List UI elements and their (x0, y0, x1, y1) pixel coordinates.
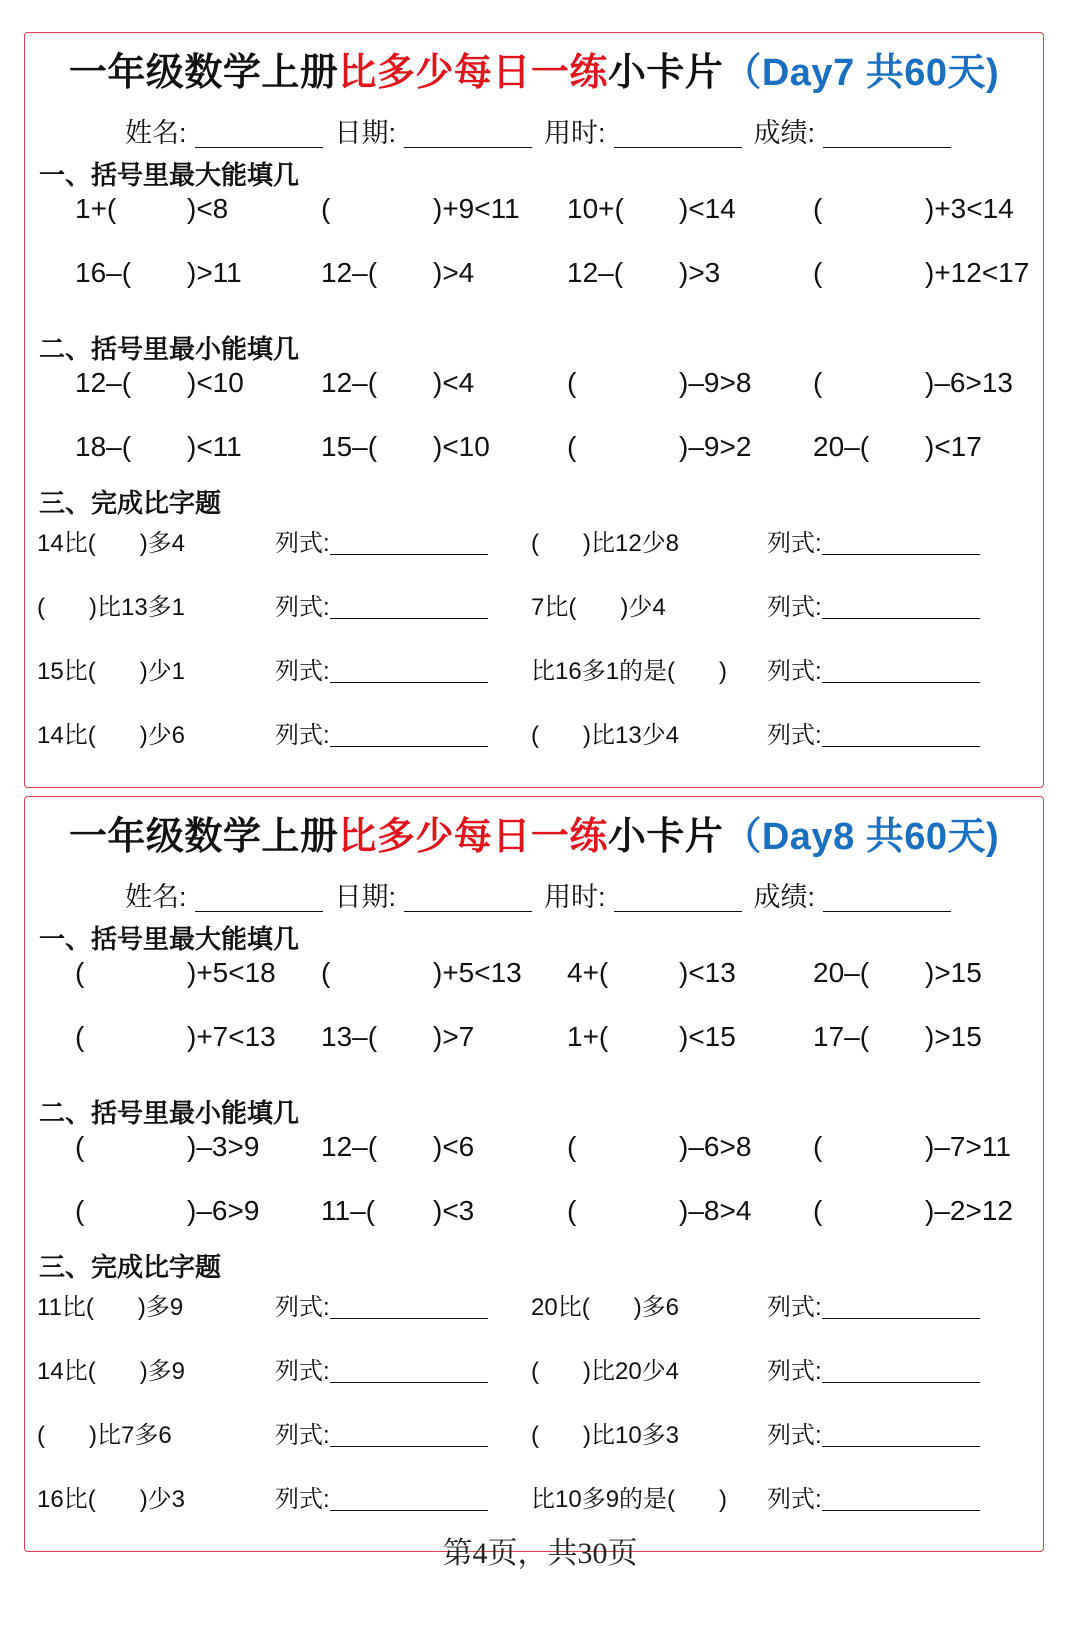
answer-blank[interactable] (135, 257, 179, 289)
answer-blank[interactable] (381, 1021, 425, 1053)
answer-blank[interactable] (873, 257, 917, 289)
equation-label: 列式: (275, 530, 330, 557)
max-equation (75, 257, 131, 289)
problem-left-part: ( (531, 1358, 539, 1385)
problem-right-part: )少4 (620, 594, 666, 621)
equation-line (275, 1351, 488, 1386)
equation-left-part: 10+( (567, 193, 624, 224)
equation-input-line[interactable] (822, 1446, 980, 1447)
min-equation (567, 1131, 576, 1163)
equation-line (767, 1287, 980, 1322)
equation-left-part: 18–( (75, 431, 132, 462)
equation-left-part: ( (321, 193, 331, 224)
comparison-problem (37, 651, 185, 686)
equation-label: 列式: (275, 1294, 330, 1321)
equation-left-part: ( (75, 1021, 85, 1052)
section-heading-sec3: 三、完成比字题 (39, 488, 222, 518)
equation-line (275, 523, 488, 558)
min-equation (75, 431, 131, 463)
equation-left-part: 12–( (75, 367, 132, 398)
max-equation (813, 957, 869, 989)
title-title-red: 比多少每日一练 (338, 52, 608, 94)
equation-left-part: 13–( (321, 1021, 378, 1052)
equation-input-line[interactable] (822, 554, 980, 555)
section-heading-sec1: 一、括号里最大能填几 (39, 924, 300, 954)
problem-left-part: ( (531, 1422, 539, 1449)
problem-left-part: 比16多1的是( (531, 658, 676, 685)
equation-line (275, 1415, 488, 1450)
equation-right-part: )+5<18 (187, 957, 276, 988)
title-title-blue: （Day7 共60天) (723, 52, 1000, 94)
equation-line (275, 1479, 488, 1514)
equation-line (767, 651, 980, 686)
comparison-problem (37, 523, 185, 558)
answer-blank[interactable] (627, 193, 671, 225)
problem-right-part: ) (719, 658, 728, 685)
section-heading-sec3: 三、完成比字题 (39, 1252, 222, 1282)
min-equation (321, 431, 377, 463)
equation-input-line[interactable] (822, 1318, 980, 1319)
info-blank-score[interactable] (823, 911, 951, 912)
equation-right-part: )+12<17 (925, 257, 1030, 288)
problem-left-part: ( (531, 530, 539, 557)
equation-label: 列式: (275, 594, 330, 621)
equation-label: 列式: (767, 1294, 822, 1321)
equation-right-part: )<17 (925, 431, 982, 462)
equation-left-part: ( (813, 367, 823, 398)
equation-right-part: )+5<13 (433, 957, 522, 988)
answer-blank[interactable] (381, 257, 425, 289)
max-equation (567, 1021, 608, 1053)
comparison-problem (531, 1287, 679, 1322)
equation-left-part: ( (567, 367, 577, 398)
equation-right-part: )<6 (433, 1131, 475, 1162)
equation-input-line[interactable] (330, 1318, 488, 1319)
equation-line (275, 715, 488, 750)
equation-label: 列式: (767, 658, 822, 685)
problem-right-part: )少3 (139, 1486, 186, 1513)
problem-left-part: 11比( (37, 1294, 94, 1321)
equation-left-part: 11–( (321, 1195, 375, 1226)
equation-right-part: )–7>11 (925, 1131, 1011, 1162)
equation-line (767, 1479, 980, 1514)
equation-right-part: )>7 (433, 1021, 475, 1052)
equation-input-line[interactable] (330, 1382, 488, 1383)
min-equation (75, 367, 131, 399)
answer-blank[interactable] (135, 1131, 179, 1163)
equation-left-part: 12–( (567, 257, 624, 288)
answer-blank[interactable] (873, 193, 917, 225)
card-title (25, 805, 1043, 860)
max-equation (813, 1021, 869, 1053)
problem-right-part: )多6 (633, 1294, 680, 1321)
max-equation (75, 1021, 84, 1053)
equation-label: 列式: (767, 530, 822, 557)
equation-right-part: )–6>13 (925, 367, 1013, 398)
answer-blank[interactable] (381, 957, 425, 989)
info-blank-time[interactable] (614, 147, 742, 148)
equation-label: 列式: (275, 1422, 330, 1449)
info-blank-score[interactable] (823, 147, 951, 148)
equation-right-part: )–8>4 (679, 1195, 752, 1226)
equation-left-part: 15–( (321, 431, 378, 462)
answer-blank[interactable] (627, 431, 671, 463)
equation-right-part: )<10 (187, 367, 244, 398)
answer-blank[interactable] (135, 1021, 179, 1053)
practice-card (24, 796, 1044, 1552)
answer-blank[interactable] (873, 1195, 917, 1227)
answer-blank[interactable] (135, 957, 179, 989)
equation-line (767, 1351, 980, 1386)
problem-left-part: 15比( (37, 658, 96, 685)
equation-input-line[interactable] (330, 618, 488, 619)
equation-right-part: )>15 (925, 957, 982, 988)
min-equation (567, 367, 576, 399)
problem-left-part: 14比( (37, 722, 96, 749)
equation-line (275, 651, 488, 686)
problem-right-part: ) (719, 1486, 728, 1513)
min-equation (75, 1131, 84, 1163)
comparison-problem (37, 1351, 185, 1386)
equation-left-part: ( (567, 1195, 577, 1226)
info-label-score: 成绩: (753, 118, 816, 148)
problem-right-part: )多9 (137, 1294, 184, 1321)
equation-left-part: 12–( (321, 1131, 378, 1162)
equation-label: 列式: (767, 1358, 822, 1385)
answer-blank[interactable] (873, 957, 917, 989)
equation-left-part: ( (75, 1131, 85, 1162)
min-equation (813, 1195, 822, 1227)
problem-right-part: )多4 (139, 530, 186, 557)
problem-right-part: )比13多1 (89, 594, 186, 621)
title-title-black: 一年级数学上册 (68, 52, 339, 94)
equation-right-part: )–2>12 (925, 1195, 1013, 1226)
comparison-problem (531, 1479, 727, 1514)
answer-blank[interactable] (135, 1195, 179, 1227)
comparison-problem (37, 1479, 185, 1514)
equation-right-part: )>15 (925, 1021, 982, 1052)
equation-right-part: )<11 (187, 431, 242, 462)
equation-left-part: 1+( (75, 193, 117, 224)
equation-left-part: ( (813, 1131, 823, 1162)
equation-label: 列式: (275, 722, 330, 749)
card-title (25, 41, 1043, 96)
max-equation (321, 257, 377, 289)
title-title-black: 一年级数学上册 (68, 816, 339, 858)
comparison-problem (37, 1287, 183, 1322)
equation-left-part: ( (813, 1195, 823, 1226)
comparison-problem (531, 1415, 679, 1450)
equation-left-part: ( (567, 1131, 577, 1162)
problem-right-part: )比13少4 (583, 722, 680, 749)
comparison-problem (531, 523, 679, 558)
equation-line (275, 587, 488, 622)
equation-left-part: ( (567, 431, 577, 462)
min-equation (813, 431, 869, 463)
info-blank-time[interactable] (614, 911, 742, 912)
min-equation (813, 367, 822, 399)
answer-blank[interactable] (873, 1131, 917, 1163)
problem-right-part: )比20少4 (583, 1358, 680, 1385)
page-footer: 第4页，共30页 (442, 1537, 638, 1570)
problem-left-part: 14比( (37, 1358, 96, 1385)
title-title-red: 比多少每日一练 (338, 816, 608, 858)
equation-right-part: )<10 (433, 431, 490, 462)
equation-line (767, 587, 980, 622)
info-label-name: 姓名: (125, 118, 187, 148)
equation-input-line[interactable] (330, 554, 488, 555)
max-equation (813, 257, 822, 289)
title-title-blue: （Day8 共60天) (723, 816, 1000, 858)
equation-line (767, 1415, 980, 1450)
equation-left-part: 16–( (75, 257, 132, 288)
info-blank-date[interactable] (404, 147, 532, 148)
problem-left-part: 14比( (37, 530, 96, 557)
comparison-problem (531, 651, 727, 686)
title-title-black2: 小卡片 (607, 52, 724, 94)
info-label-name: 姓名: (125, 882, 187, 912)
problem-left-part: 比10多9的是( (531, 1486, 676, 1513)
equation-label: 列式: (767, 722, 822, 749)
equation-left-part: ( (813, 257, 823, 288)
student-info-row (125, 875, 963, 914)
equation-input-line[interactable] (822, 682, 980, 683)
answer-blank[interactable] (627, 1195, 671, 1227)
max-equation (75, 957, 84, 989)
answer-blank[interactable] (381, 1195, 425, 1227)
equation-left-part: ( (75, 1195, 85, 1226)
equation-left-part: 4+( (567, 957, 609, 988)
info-blank-name[interactable] (195, 147, 323, 148)
answer-blank[interactable] (135, 367, 179, 399)
problem-right-part: )少1 (139, 658, 186, 685)
equation-right-part: )+7<13 (187, 1021, 276, 1052)
equation-right-part: )–6>8 (679, 1131, 752, 1162)
problem-right-part: )少6 (139, 722, 186, 749)
problem-right-part: )比7多6 (89, 1422, 172, 1449)
equation-input-line[interactable] (330, 682, 488, 683)
equation-right-part: )<8 (187, 193, 229, 224)
max-equation (321, 1021, 377, 1053)
problem-left-part: ( (37, 1422, 45, 1449)
problem-right-part: )比12少8 (583, 530, 680, 557)
equation-input-line[interactable] (822, 746, 980, 747)
answer-blank[interactable] (381, 193, 425, 225)
section-heading-sec2: 二、括号里最小能填几 (39, 334, 300, 364)
equation-left-part: ( (813, 193, 823, 224)
max-equation (321, 193, 330, 225)
min-equation (321, 1195, 375, 1227)
equation-left-part: ( (75, 957, 85, 988)
equation-right-part: )<15 (679, 1021, 736, 1052)
equation-left-part: 17–( (813, 1021, 870, 1052)
equation-label: 列式: (767, 1486, 822, 1513)
comparison-problem (531, 1351, 679, 1386)
min-equation (321, 367, 377, 399)
equation-right-part: )–9>8 (679, 367, 752, 398)
equation-left-part: 1+( (567, 1021, 609, 1052)
answer-blank[interactable] (381, 1131, 425, 1163)
equation-right-part: )–6>9 (187, 1195, 260, 1226)
answer-blank[interactable] (873, 367, 917, 399)
info-label-date: 日期: (334, 118, 397, 148)
comparison-problem (37, 1415, 172, 1450)
answer-blank[interactable] (873, 1021, 917, 1053)
info-label-date: 日期: (334, 882, 397, 912)
equation-line (275, 1287, 488, 1322)
answer-blank[interactable] (627, 957, 671, 989)
comparison-problem (37, 715, 185, 750)
equation-input-line[interactable] (822, 618, 980, 619)
min-equation (75, 1195, 84, 1227)
info-label-time: 用时: (544, 882, 606, 912)
equation-right-part: )>11 (187, 257, 242, 288)
min-equation (567, 431, 576, 463)
section-heading-sec2: 二、括号里最小能填几 (39, 1098, 300, 1128)
equation-right-part: )>4 (433, 257, 475, 288)
max-equation (567, 957, 608, 989)
problem-left-part: ( (531, 722, 539, 749)
equation-right-part: )<4 (433, 367, 475, 398)
max-equation (567, 193, 624, 225)
equation-label: 列式: (275, 658, 330, 685)
problem-right-part: )比10多3 (583, 1422, 680, 1449)
student-info-row (125, 111, 963, 150)
problem-left-part: 16比( (37, 1486, 96, 1513)
equation-left-part: ( (321, 957, 331, 988)
max-equation (813, 193, 822, 225)
equation-left-part: 20–( (813, 957, 870, 988)
equation-input-line[interactable] (330, 1446, 488, 1447)
equation-input-line[interactable] (822, 1510, 980, 1511)
answer-blank[interactable] (627, 1131, 671, 1163)
equation-left-part: 20–( (813, 431, 870, 462)
equation-input-line[interactable] (330, 1510, 488, 1511)
min-equation (567, 1195, 576, 1227)
answer-blank[interactable] (135, 431, 179, 463)
problem-right-part: )多9 (139, 1358, 186, 1385)
equation-left-part: 12–( (321, 367, 378, 398)
info-label-score: 成绩: (753, 882, 816, 912)
equation-label: 列式: (767, 594, 822, 621)
equation-label: 列式: (275, 1486, 330, 1513)
problem-left-part: ( (37, 594, 45, 621)
equation-left-part: 12–( (321, 257, 378, 288)
title-title-black2: 小卡片 (607, 816, 724, 858)
max-equation (567, 257, 623, 289)
answer-blank[interactable] (135, 193, 179, 225)
info-label-time: 用时: (544, 118, 606, 148)
answer-blank[interactable] (627, 367, 671, 399)
max-equation (75, 193, 116, 225)
info-blank-name[interactable] (195, 911, 323, 912)
practice-card (24, 32, 1044, 788)
answer-blank[interactable] (873, 431, 917, 463)
equation-right-part: )>3 (679, 257, 721, 288)
equation-line (767, 715, 980, 750)
comparison-problem (531, 715, 679, 750)
equation-input-line[interactable] (822, 1382, 980, 1383)
equation-label: 列式: (767, 1422, 822, 1449)
comparison-problem (37, 587, 185, 622)
comparison-problem (531, 587, 666, 622)
answer-blank[interactable] (381, 431, 425, 463)
equation-input-line[interactable] (330, 746, 488, 747)
equation-right-part: )<3 (433, 1195, 475, 1226)
equation-right-part: )+3<14 (925, 193, 1014, 224)
min-equation (321, 1131, 377, 1163)
max-equation (321, 957, 330, 989)
equation-right-part: )<13 (679, 957, 736, 988)
answer-blank[interactable] (381, 367, 425, 399)
equation-right-part: )<14 (679, 193, 736, 224)
section-heading-sec1: 一、括号里最大能填几 (39, 160, 300, 190)
min-equation (813, 1131, 822, 1163)
info-blank-date[interactable] (404, 911, 532, 912)
answer-blank[interactable] (627, 1021, 671, 1053)
equation-label: 列式: (275, 1358, 330, 1385)
equation-line (767, 523, 980, 558)
answer-blank[interactable] (627, 257, 671, 289)
equation-right-part: )–3>9 (187, 1131, 260, 1162)
problem-left-part: 20比( (531, 1294, 590, 1321)
equation-right-part: )–9>2 (679, 431, 752, 462)
problem-left-part: 7比( (531, 594, 577, 621)
equation-right-part: )+9<11 (433, 193, 520, 224)
